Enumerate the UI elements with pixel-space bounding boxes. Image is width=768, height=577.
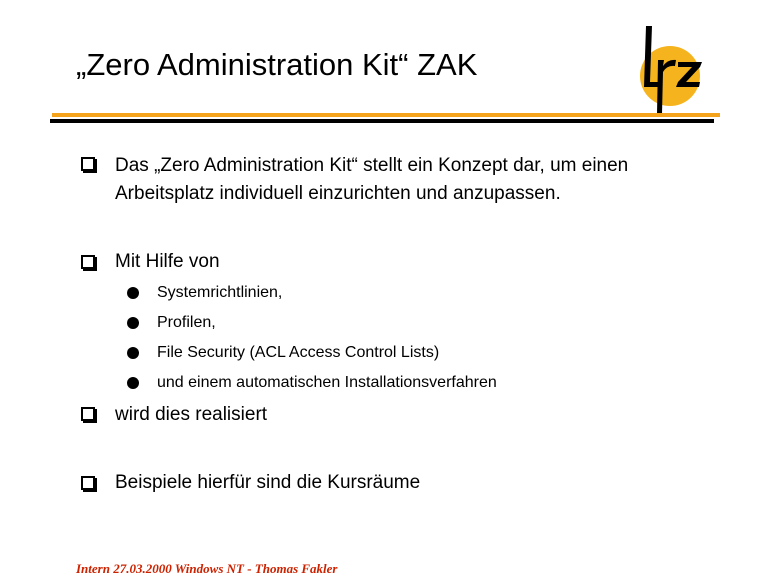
sub-item: File Security (ACL Access Control Lists) bbox=[157, 344, 440, 361]
title-rule-accent bbox=[52, 113, 720, 117]
point-2-line-1: Mit Hilfe von bbox=[115, 251, 220, 272]
round-bullet-icon bbox=[127, 287, 139, 299]
slide-title: „Zero Administration Kit“ ZAK bbox=[76, 47, 478, 82]
checkbox-bullet-icon bbox=[81, 157, 95, 171]
round-bullet-icon bbox=[127, 377, 139, 389]
round-bullet-icon bbox=[127, 347, 139, 359]
round-bullet-icon bbox=[127, 317, 139, 329]
checkbox-bullet-icon bbox=[81, 476, 95, 490]
point-1-line-2: Arbeitsplatz individuell einzurichten und anzupassen. bbox=[115, 183, 561, 204]
checkbox-bullet-icon bbox=[81, 407, 95, 421]
slide-footer: Intern 27.03.2000 Windows NT - Thomas Fakler bbox=[76, 561, 338, 576]
point-4-line-1: Beispiele hierfür sind die Kursräume bbox=[115, 472, 421, 493]
sub-item: Profilen, bbox=[157, 314, 216, 331]
lrz-logo-icon bbox=[632, 22, 706, 114]
sub-item: Systemrichtlinien, bbox=[157, 284, 283, 301]
point-3-line-1: wird dies realisiert bbox=[115, 404, 268, 425]
checkbox-bullet-icon bbox=[81, 255, 95, 269]
point-1-line-1: Das „Zero Administration Kit“ stellt ein Konzept dar, um einen bbox=[115, 155, 629, 176]
title-rule-dark bbox=[50, 119, 714, 123]
sub-item: und einem automatischen Installationsverfahren bbox=[157, 374, 497, 391]
